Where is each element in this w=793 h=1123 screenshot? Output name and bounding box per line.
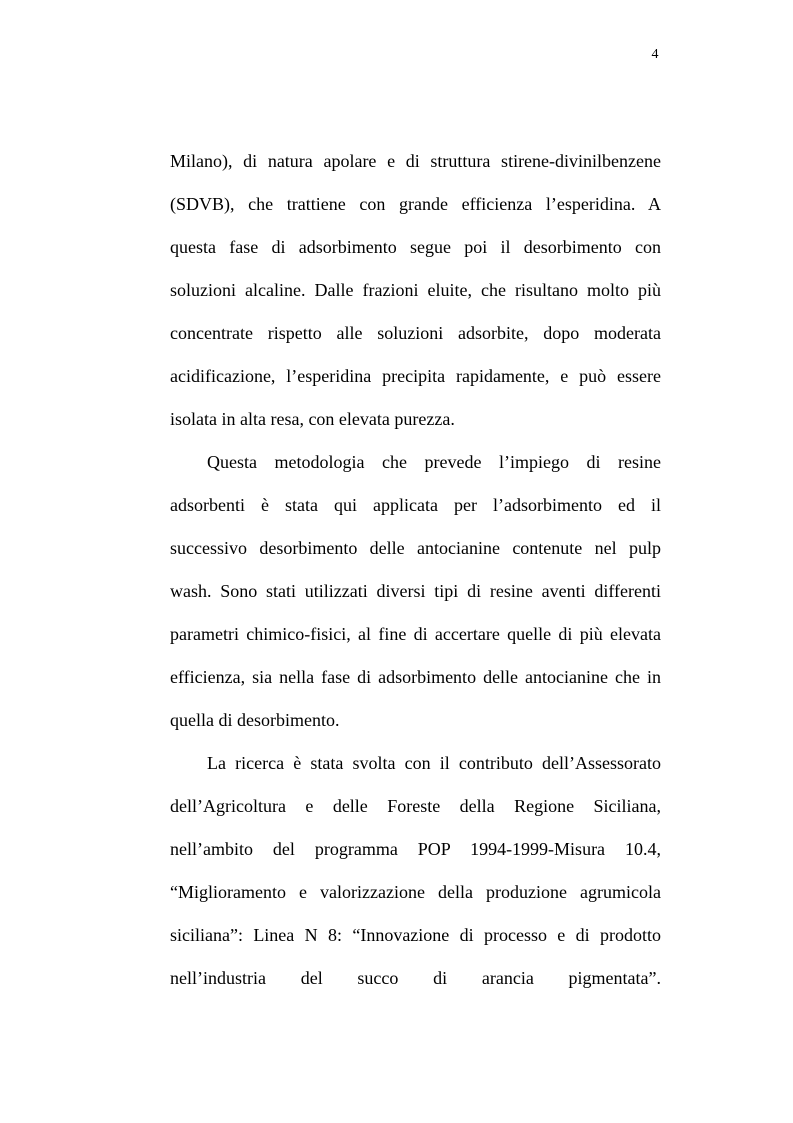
page-number: 4: [651, 47, 659, 62]
paragraph-1-line-1: Milano), di natura apolare e di struttura stirene-divinilbenzene: [170, 151, 661, 171]
paragraph-2-line-4: wash. Sono stati utilizzati diversi tipi di resine aventi differenti: [170, 581, 661, 601]
paragraph-2-line-7: quella di desorbimento.: [170, 710, 340, 730]
paragraph-2-line-6: efficienza, sia nella fase di adsorbimento delle antocianine che in: [170, 667, 661, 687]
paragraph-2-line-3: successivo desorbimento delle antocianine contenute nel pulp: [170, 538, 661, 558]
paragraph-1-line-5: concentrate rispetto alle soluzioni adsorbite, dopo moderata: [170, 323, 661, 343]
paragraph-3-line-2: dell’Agricoltura e delle Foreste della Regione Siciliana,: [170, 796, 661, 816]
paragraph-3-line-6: nell’industria del succo di arancia pigmentata”.: [170, 968, 661, 988]
paragraph-1-line-4: soluzioni alcaline. Dalle frazioni eluite, che risultano molto più: [170, 280, 661, 300]
paragraph-3-line-3: nell’ambito del programma POP 1994-1999-Misura 10.4,: [170, 839, 661, 859]
paragraph-1-line-2: (SDVB), che trattiene con grande efficienza l’esperidina. A: [170, 194, 661, 214]
paragraph-1-line-3: questa fase di adsorbimento segue poi il desorbimento con: [170, 237, 661, 257]
paragraph-3-line-5: siciliana”: Linea N 8: “Innovazione di processo e di prodotto: [170, 925, 661, 945]
paragraph-1-line-7: isolata in alta resa, con elevata purezza.: [170, 409, 455, 429]
paragraph-1-line-6: acidificazione, l’esperidina precipita rapidamente, e può essere: [170, 366, 661, 386]
paragraph-2-line-2: adsorbenti è stata qui applicata per l’adsorbimento ed il: [170, 495, 661, 515]
body-text: [170, 140, 661, 1000]
paragraph-3-line-1: La ricerca è stata svolta con il contributo dell’Assessorato: [207, 753, 661, 773]
paragraph-3-line-4: “Miglioramento e valorizzazione della produzione agrumicola: [170, 882, 661, 902]
paragraph-2-line-5: parametri chimico-fisici, al fine di accertare quelle di più elevata: [170, 624, 661, 644]
paragraph-2-line-1: Questa metodologia che prevede l’impiego di resine: [207, 452, 661, 472]
